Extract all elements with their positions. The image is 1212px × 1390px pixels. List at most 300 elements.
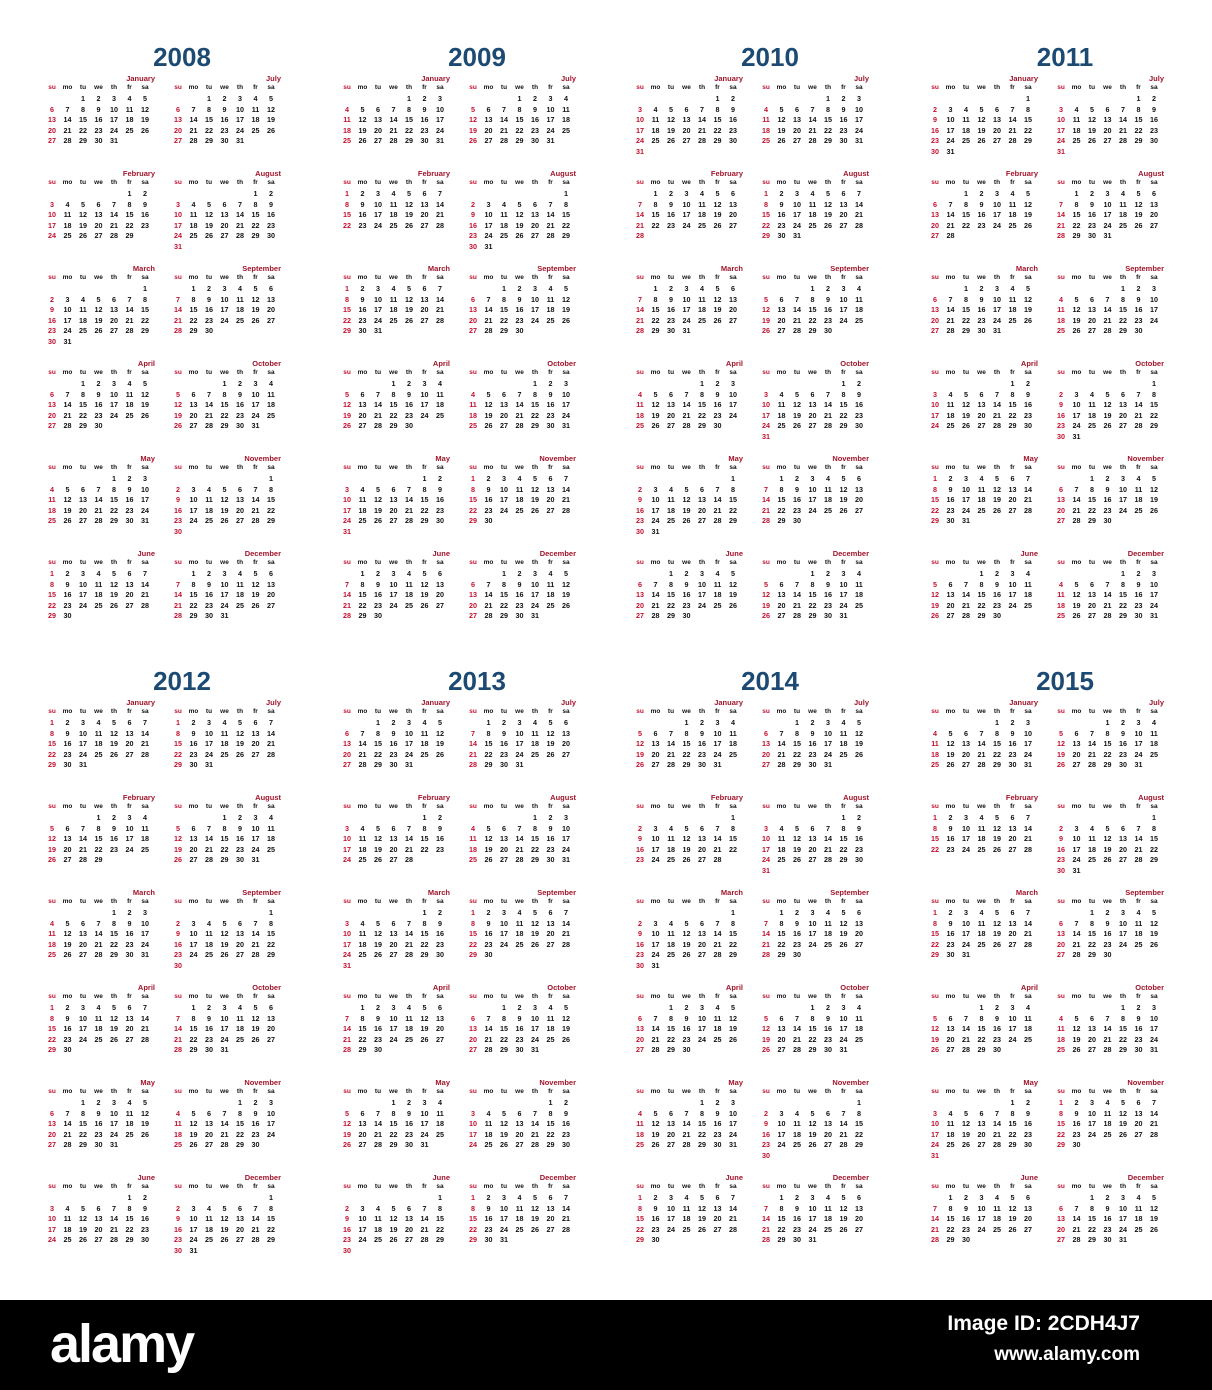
day-cell: 12	[236, 728, 244, 738]
weekday-header-tu: tu	[500, 464, 508, 471]
day-cell: 8	[1121, 294, 1125, 304]
day-cell: 26	[931, 611, 939, 620]
day-cell: 21	[793, 1034, 801, 1044]
day-cell: 6	[96, 199, 101, 209]
day-cell: 12	[713, 199, 722, 209]
day-cell: 21	[762, 1224, 770, 1234]
weekday-header-su: su	[931, 464, 939, 471]
weekday-header-sa: sa	[1150, 179, 1158, 186]
day-cell: 7	[533, 1108, 537, 1118]
day-cell: 2	[700, 718, 704, 727]
weekday-header-fr: fr	[715, 464, 720, 471]
weekday-header-mo: mo	[776, 803, 787, 810]
day-cell: 17	[500, 929, 508, 938]
day-cell: 26	[651, 421, 660, 430]
day-cell: 10	[63, 305, 72, 314]
day-cell: 29	[977, 1045, 986, 1054]
day-cell: 21	[174, 600, 182, 610]
day-cell: 27	[79, 950, 87, 959]
day-cell: 5	[253, 569, 258, 578]
weekday-header-we: we	[94, 274, 103, 281]
day-cell: 6	[779, 579, 784, 589]
day-cell: 6	[779, 1013, 784, 1023]
day-cell: 19	[636, 749, 644, 759]
day-cell: 18	[855, 590, 863, 599]
day-cell: 6	[176, 104, 180, 114]
day-cell: 10	[562, 823, 570, 833]
day-cell: 10	[500, 484, 508, 494]
day-cell: 5	[764, 579, 768, 589]
day-cell: 7	[948, 294, 953, 304]
day-cell: 9	[207, 294, 211, 304]
day-cell: 16	[374, 590, 382, 599]
day-cell: 7	[638, 199, 642, 209]
month-name: May	[1023, 1078, 1038, 1087]
day-cell: 22	[1119, 600, 1127, 610]
day-cell: 10	[110, 104, 118, 114]
day-cell: 20	[1057, 505, 1065, 515]
weekday-header-th: th	[110, 179, 118, 186]
day-cell: 24	[729, 410, 737, 420]
day-cell: 13	[962, 739, 970, 748]
weekday-header-tu: tu	[500, 1183, 508, 1190]
month-april	[633, 359, 743, 449]
day-cell: 7	[764, 918, 768, 928]
day-cell: 13	[1024, 1203, 1032, 1213]
day-cell: 19	[962, 410, 970, 420]
day-cell: 7	[795, 1013, 799, 1023]
day-cell: 22	[469, 505, 477, 515]
day-cell: 14	[808, 115, 817, 124]
day-cell: 16	[1008, 739, 1017, 748]
day-cell: 15	[808, 305, 817, 314]
day-cell: 20	[946, 1034, 955, 1044]
day-cell: 22	[236, 1129, 244, 1139]
day-cell: 30	[205, 611, 213, 620]
weekday-header-tu: tu	[205, 1183, 213, 1190]
day-cell: 4	[979, 908, 984, 917]
day-cell: 4	[979, 813, 984, 822]
day-cell: 10	[762, 400, 770, 409]
weekday-header-su: su	[636, 179, 644, 186]
day-cell: 19	[141, 115, 149, 124]
weekday-header-mo: mo	[357, 803, 368, 810]
weekday-header-we: we	[977, 993, 986, 1000]
day-cell: 1	[176, 718, 180, 727]
day-cell: 13	[389, 929, 398, 938]
weekday-header-th: th	[698, 1183, 706, 1190]
day-cell: 16	[977, 305, 986, 314]
day-cell: 28	[562, 505, 570, 515]
day-cell: 2	[857, 813, 861, 822]
day-cell: 18	[1103, 1119, 1112, 1128]
day-cell: 11	[713, 579, 722, 589]
month-name: February	[710, 169, 743, 178]
day-cell: 10	[762, 834, 770, 843]
day-cell: 24	[1134, 749, 1143, 759]
weekday-header-tu: tu	[667, 803, 675, 810]
weekday-header-su: su	[636, 559, 644, 566]
weekday-header-fr: fr	[1136, 369, 1141, 376]
day-cell: 17	[469, 1129, 477, 1139]
weekday-header-fr: fr	[841, 993, 846, 1000]
day-cell: 8	[207, 104, 211, 114]
day-cell: 29	[48, 1045, 56, 1054]
day-cell: 1	[1105, 718, 1110, 727]
day-cell: 16	[358, 305, 367, 314]
day-cell: 23	[993, 1034, 1001, 1044]
weekday-header-we: we	[220, 708, 229, 715]
day-cell: 6	[1010, 908, 1015, 917]
day-cell: 7	[715, 823, 720, 833]
day-cell: 22	[220, 410, 229, 420]
day-cell: 3	[81, 718, 85, 727]
day-cell: 16	[1134, 305, 1143, 314]
month-name: October	[840, 983, 869, 992]
day-cell: 3	[50, 199, 54, 209]
day-cell: 30	[174, 960, 182, 970]
day-cell: 10	[189, 929, 198, 938]
day-cell: 8	[81, 389, 85, 399]
weekday-header-we: we	[977, 274, 986, 281]
day-cell: 31	[762, 431, 770, 441]
month-june	[633, 549, 743, 639]
day-cell: 8	[964, 199, 968, 209]
day-cell: 4	[1059, 579, 1063, 589]
day-cell: 2	[517, 284, 522, 293]
day-cell: 23	[405, 410, 413, 420]
day-cell: 1	[715, 94, 720, 103]
day-cell: 3	[841, 569, 846, 578]
month-name: December	[539, 549, 576, 558]
day-cell: 19	[682, 939, 691, 949]
day-cell: 2	[1121, 718, 1125, 727]
weekday-header-th: th	[405, 803, 413, 810]
day-cell: 19	[777, 125, 786, 135]
day-cell: 9	[1026, 389, 1030, 399]
weekday-header-tu: tu	[1088, 464, 1096, 471]
day-cell: 13	[343, 739, 351, 748]
day-cell: 1	[143, 284, 147, 293]
weekday-header-mo: mo	[1071, 369, 1082, 376]
day-cell: 17	[682, 305, 691, 314]
day-cell: 21	[343, 600, 351, 610]
weekday-header-su: su	[762, 559, 770, 566]
weekday-header-th: th	[531, 1183, 539, 1190]
day-cell: 11	[993, 1203, 1001, 1213]
weekday-header-we: we	[515, 993, 524, 1000]
year-block-2012	[45, 666, 305, 1266]
day-cell: 25	[484, 1140, 493, 1149]
day-cell: 2	[438, 813, 442, 822]
day-cell: 16	[1103, 1214, 1112, 1223]
day-cell: 5	[112, 718, 116, 727]
day-cell: 30	[220, 136, 229, 145]
day-cell: 2	[715, 379, 720, 388]
day-cell: 14	[125, 305, 134, 314]
day-cell: 1	[1121, 1003, 1125, 1012]
month-name: November	[244, 1078, 281, 1087]
day-cell: 23	[420, 125, 429, 135]
day-cell: 16	[205, 590, 213, 599]
day-cell: 5	[360, 104, 365, 114]
day-cell: 10	[808, 1203, 817, 1213]
day-cell: 27	[993, 136, 1001, 145]
day-cell: 21	[993, 410, 1001, 420]
weekday-header-tu: tu	[205, 993, 213, 1000]
day-cell: 14	[546, 210, 555, 219]
day-cell: 13	[546, 1203, 555, 1213]
day-cell: 10	[267, 1108, 275, 1118]
day-cell: 22	[931, 844, 939, 854]
weekday-header-tu: tu	[1088, 179, 1096, 186]
day-cell: 6	[502, 823, 506, 833]
weekday-header-tu: tu	[667, 708, 675, 715]
weekday-header-fr: fr	[127, 993, 132, 1000]
day-cell: 26	[682, 855, 691, 864]
day-cell: 18	[546, 590, 555, 599]
day-cell: 22	[189, 600, 198, 610]
day-cell: 7	[438, 189, 442, 198]
weekday-header-su: su	[931, 993, 939, 1000]
day-cell: 5	[376, 484, 380, 494]
weekday-header-su: su	[1057, 84, 1065, 91]
weekday-header-tu: tu	[962, 1183, 970, 1190]
day-cell: 15	[531, 400, 539, 409]
day-cell: 22	[389, 1129, 398, 1139]
day-cell: 13	[125, 579, 134, 589]
day-cell: 7	[933, 1203, 937, 1213]
day-cell: 18	[713, 1024, 722, 1033]
day-cell: 10	[931, 1119, 939, 1128]
weekday-header-su: su	[343, 274, 351, 281]
weekday-header-mo: mo	[776, 274, 787, 281]
day-cell: 9	[1152, 104, 1156, 114]
day-cell: 10	[436, 104, 444, 114]
day-cell: 4	[65, 199, 70, 209]
day-cell: 3	[143, 908, 147, 917]
weekday-header-sa: sa	[855, 803, 863, 810]
day-cell: 24	[762, 421, 770, 430]
day-cell: 18	[358, 844, 367, 854]
day-cell: 18	[436, 1119, 444, 1128]
weekday-header-fr: fr	[715, 84, 720, 91]
day-cell: 2	[143, 1193, 147, 1202]
day-cell: 17	[636, 125, 644, 135]
day-cell: 29	[667, 611, 675, 620]
weekday-header-su: su	[343, 1088, 351, 1095]
day-cell: 21	[205, 844, 213, 854]
day-cell: 3	[795, 189, 799, 198]
month-august	[759, 169, 869, 259]
day-cell: 29	[762, 231, 770, 240]
day-cell: 15	[189, 1024, 198, 1033]
day-cell: 10	[420, 1108, 429, 1118]
weekday-header-tu: tu	[79, 369, 87, 376]
weekday-header-th: th	[236, 274, 244, 281]
day-cell: 15	[667, 1024, 675, 1033]
weekday-header-we: we	[515, 1088, 524, 1095]
day-cell: 21	[824, 410, 832, 420]
day-cell: 19	[729, 590, 737, 599]
day-cell: 9	[253, 1108, 258, 1118]
month-name: August	[843, 169, 869, 178]
day-cell: 31	[962, 950, 970, 959]
day-cell: 28	[962, 611, 970, 620]
day-cell: 8	[795, 728, 799, 738]
day-cell: 13	[993, 115, 1001, 124]
weekday-header-su: su	[48, 708, 56, 715]
day-cell: 27	[667, 421, 675, 430]
day-cell: 7	[376, 1108, 380, 1118]
day-cell: 7	[471, 728, 475, 738]
day-cell: 31	[1072, 865, 1081, 875]
weekday-header-mo: mo	[188, 84, 199, 91]
weekday-header-sa: sa	[267, 464, 275, 471]
day-cell: 30	[946, 516, 955, 525]
day-cell: 16	[667, 305, 675, 314]
day-cell: 17	[562, 834, 570, 843]
day-cell: 9	[548, 389, 553, 399]
day-cell: 13	[546, 918, 555, 928]
day-cell: 14	[358, 739, 367, 748]
day-cell: 7	[1026, 474, 1030, 483]
day-cell: 5	[143, 94, 147, 103]
day-cell: 25	[420, 749, 429, 759]
day-cell: 18	[531, 739, 539, 748]
weekday-header-su: su	[931, 274, 939, 281]
month-march	[340, 888, 450, 978]
day-cell: 7	[65, 389, 70, 399]
day-cell: 17	[808, 1214, 817, 1223]
month-september	[759, 264, 869, 354]
day-cell: 6	[486, 104, 491, 114]
day-cell: 31	[1150, 611, 1158, 620]
day-cell: 12	[682, 834, 691, 843]
day-cell: 20	[651, 749, 660, 759]
day-cell: 4	[391, 189, 396, 198]
day-cell: 31	[636, 146, 644, 156]
day-cell: 22	[793, 749, 801, 759]
day-cell: 16	[946, 929, 955, 938]
day-cell: 30	[531, 136, 539, 145]
day-cell: 23	[793, 939, 801, 949]
day-cell: 10	[500, 918, 508, 928]
weekday-header-mo: mo	[483, 464, 494, 471]
day-cell: 26	[48, 855, 56, 864]
day-cell: 3	[65, 294, 70, 304]
day-cell: 21	[793, 600, 801, 610]
day-cell: 5	[1074, 579, 1079, 589]
day-cell: 12	[174, 400, 182, 409]
weekday-header-we: we	[808, 369, 817, 376]
day-cell: 1	[1152, 379, 1156, 388]
day-cell: 27	[698, 950, 706, 959]
weekday-header-su: su	[174, 803, 182, 810]
day-cell: 4	[127, 94, 132, 103]
day-cell: 14	[515, 834, 524, 843]
day-cell: 21	[1072, 939, 1081, 949]
day-cell: 15	[1150, 400, 1158, 409]
day-cell: 4	[795, 1108, 799, 1118]
day-cell: 27	[839, 220, 848, 230]
day-cell: 6	[653, 728, 658, 738]
day-cell: 20	[267, 590, 275, 599]
day-cell: 21	[484, 600, 493, 610]
day-cell: 12	[1057, 739, 1065, 748]
weekday-header-we: we	[515, 559, 524, 566]
day-cell: 12	[189, 1119, 198, 1128]
day-cell: 18	[236, 590, 244, 599]
weekday-header-we: we	[1103, 559, 1112, 566]
weekday-header-mo: mo	[357, 898, 368, 905]
day-cell: 24	[651, 950, 660, 959]
day-cell: 11	[855, 1013, 863, 1023]
day-cell: 28	[824, 855, 832, 864]
day-cell: 22	[515, 125, 524, 135]
day-cell: 17	[374, 210, 382, 219]
day-cell: 30	[63, 760, 72, 769]
day-cell: 7	[517, 389, 522, 399]
day-cell: 3	[764, 389, 768, 399]
day-cell: 1	[112, 474, 116, 483]
day-cell: 21	[729, 1214, 737, 1223]
day-cell: 1	[841, 379, 846, 388]
day-cell: 5	[391, 1203, 396, 1213]
weekday-header-sa: sa	[436, 179, 444, 186]
day-cell: 20	[48, 125, 56, 135]
weekday-header-su: su	[174, 1183, 182, 1190]
day-cell: 18	[125, 115, 134, 124]
day-cell: 29	[343, 326, 351, 335]
day-cell: 18	[546, 1024, 555, 1033]
weekday-header-su: su	[343, 803, 351, 810]
day-cell: 11	[667, 495, 675, 504]
day-cell: 25	[855, 600, 863, 610]
day-cell: 30	[94, 136, 103, 145]
day-cell: 29	[79, 1140, 87, 1149]
day-cell: 25	[405, 1034, 413, 1044]
day-cell: 13	[420, 199, 429, 209]
day-cell: 4	[471, 823, 475, 833]
day-cell: 1	[391, 1098, 396, 1107]
day-cell: 28	[374, 1140, 382, 1149]
month-name: December	[244, 1173, 281, 1182]
day-cell: 19	[251, 305, 260, 314]
day-cell: 15	[389, 400, 398, 409]
day-cell: 23	[1119, 749, 1127, 759]
day-cell: 13	[777, 590, 786, 599]
day-cell: 26	[762, 1045, 770, 1054]
day-cell: 26	[762, 326, 770, 335]
day-cell: 2	[96, 1098, 101, 1107]
day-cell: 23	[1057, 421, 1065, 430]
day-cell: 12	[267, 104, 275, 114]
day-cell: 24	[931, 1140, 939, 1149]
month-october	[759, 983, 869, 1073]
weekday-header-fr: fr	[1136, 464, 1141, 471]
day-cell: 9	[422, 104, 427, 114]
weekday-header-fr: fr	[841, 708, 846, 715]
day-cell: 13	[94, 1214, 103, 1223]
day-cell: 15	[125, 210, 134, 219]
day-cell: 21	[562, 495, 570, 504]
day-cell: 18	[977, 495, 986, 504]
day-cell: 4	[253, 94, 258, 103]
day-cell: 26	[698, 1224, 706, 1234]
day-cell: 21	[1008, 125, 1017, 135]
day-cell: 10	[777, 1119, 786, 1128]
